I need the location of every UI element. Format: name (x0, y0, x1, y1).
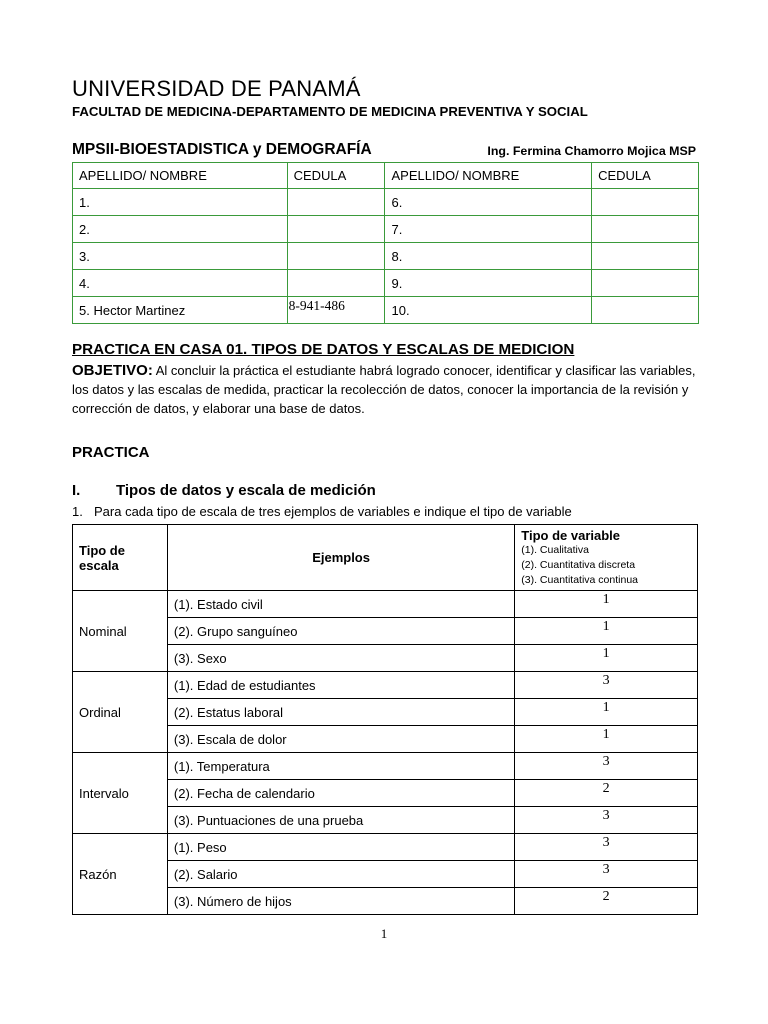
scales-table (72, 524, 698, 915)
objective-text: Al concluir la práctica el estudiante habrá logrado conocer, identificar y clasificar las variables, los datos y las escalas de medida, practicar la recolección de datos, conocer la importancia de la revisión y corrección de datos, y elaborar una base de datos. (72, 363, 696, 416)
variable-type-cell[interactable]: 3 (515, 807, 698, 834)
question-text: Para cada tipo de escala de tres ejemplos de variables e indique el tipo de variable (94, 504, 572, 519)
student-row (73, 297, 699, 324)
practica-heading: PRACTICA (72, 444, 150, 461)
variable-type-option: (3). Cuantitativa continua (521, 574, 638, 586)
student-row (73, 189, 699, 216)
objective-paragraph (72, 361, 697, 418)
question-1 (72, 504, 572, 519)
scale-name-cell: Razón (73, 834, 168, 915)
example-cell[interactable]: (3). Escala de dolor (167, 726, 514, 753)
col-header-scale-type: Tipo de escala (73, 525, 168, 591)
student-name-cell[interactable]: 5. Hector Martinez (73, 297, 288, 324)
student-id-cell[interactable] (592, 243, 699, 270)
section-heading (72, 482, 376, 499)
example-cell[interactable]: (1). Edad de estudiantes (167, 672, 514, 699)
student-id-cell[interactable] (287, 216, 385, 243)
scale-name-cell: Ordinal (73, 672, 168, 753)
student-id-cell[interactable] (287, 243, 385, 270)
section-title: Tipos de datos y escala de medición (116, 482, 376, 499)
variable-type-cell[interactable]: 1 (515, 591, 698, 618)
scale-name-cell: Nominal (73, 591, 168, 672)
student-id-cell[interactable] (592, 297, 699, 324)
student-id-cell[interactable] (592, 270, 699, 297)
example-cell[interactable]: (2). Grupo sanguíneo (167, 618, 514, 645)
course-title: MPSII-BIOESTADISTICA y DEMOGRAFÍA (72, 141, 372, 158)
student-id-cell[interactable] (287, 270, 385, 297)
example-cell[interactable]: (2). Salario (167, 861, 514, 888)
variable-type-title: Tipo de variable (521, 528, 621, 543)
student-name-cell[interactable]: 3. (73, 243, 288, 270)
variable-type-cell[interactable]: 3 (515, 753, 698, 780)
variable-type-cell[interactable]: 1 (515, 645, 698, 672)
example-cell[interactable]: (1). Temperatura (167, 753, 514, 780)
scale-name-cell: Intervalo (73, 753, 168, 834)
student-name-cell[interactable]: 2. (73, 216, 288, 243)
faculty-title: FACULTAD DE MEDICINA-DEPARTAMENTO DE MEDICINA PREVENTIVA Y SOCIAL (72, 104, 588, 119)
col-header-name: APELLIDO/ NOMBRE (385, 163, 592, 189)
student-id-cell[interactable] (592, 189, 699, 216)
variable-type-cell[interactable]: 3 (515, 672, 698, 699)
variable-type-cell[interactable]: 3 (515, 834, 698, 861)
objective-label: OBJETIVO: (72, 362, 153, 379)
students-table (72, 162, 699, 324)
student-name-cell[interactable]: 10. (385, 297, 592, 324)
example-cell[interactable]: (3). Puntuaciones de una prueba (167, 807, 514, 834)
scale-row (73, 834, 698, 861)
example-cell[interactable]: (1). Estado civil (167, 591, 514, 618)
page-number: 1 (380, 926, 388, 941)
student-name-cell[interactable]: 4. (73, 270, 288, 297)
student-row (73, 270, 699, 297)
student-row (73, 216, 699, 243)
practice-title: PRACTICA EN CASA 01. TIPOS DE DATOS Y ESCALAS DE MEDICION (72, 341, 575, 358)
col-header-variable-type (515, 525, 698, 591)
example-cell[interactable]: (2). Estatus laboral (167, 699, 514, 726)
col-header-name: APELLIDO/ NOMBRE (73, 163, 288, 189)
students-header-row (73, 163, 699, 189)
student-name-cell[interactable]: 1. (73, 189, 288, 216)
university-title: UNIVERSIDAD DE PANAMÁ (72, 76, 361, 101)
scales-header-row (73, 525, 698, 591)
student-name-cell[interactable]: 7. (385, 216, 592, 243)
question-number: 1. (72, 504, 83, 519)
example-cell[interactable]: (3). Sexo (167, 645, 514, 672)
variable-type-cell[interactable]: 1 (515, 726, 698, 753)
variable-type-cell[interactable]: 2 (515, 780, 698, 807)
variable-type-cell[interactable]: 3 (515, 861, 698, 888)
scale-row (73, 672, 698, 699)
example-cell[interactable]: (1). Peso (167, 834, 514, 861)
student-id-cell[interactable]: 8-941-486 (287, 297, 385, 324)
variable-type-cell[interactable]: 2 (515, 888, 698, 915)
example-cell[interactable]: (2). Fecha de calendario (167, 780, 514, 807)
variable-type-cell[interactable]: 1 (515, 699, 698, 726)
section-number: I. (72, 482, 81, 499)
student-name-cell[interactable]: 8. (385, 243, 592, 270)
col-header-id: CEDULA (287, 163, 385, 189)
scale-row (73, 591, 698, 618)
student-name-cell[interactable]: 9. (385, 270, 592, 297)
student-name-cell[interactable]: 6. (385, 189, 592, 216)
col-header-examples: Ejemplos (167, 525, 514, 591)
student-row (73, 243, 699, 270)
teacher-name: Ing. Fermina Chamorro Mojica MSP (487, 144, 696, 158)
example-cell[interactable]: (3). Número de hijos (167, 888, 514, 915)
scale-row (73, 753, 698, 780)
variable-type-cell[interactable]: 1 (515, 618, 698, 645)
variable-type-option: (1). Cualitativa (521, 544, 589, 556)
col-header-id: CEDULA (592, 163, 699, 189)
variable-type-option: (2). Cuantitativa discreta (521, 559, 636, 571)
student-id-cell[interactable] (287, 189, 385, 216)
student-id-cell[interactable] (592, 216, 699, 243)
